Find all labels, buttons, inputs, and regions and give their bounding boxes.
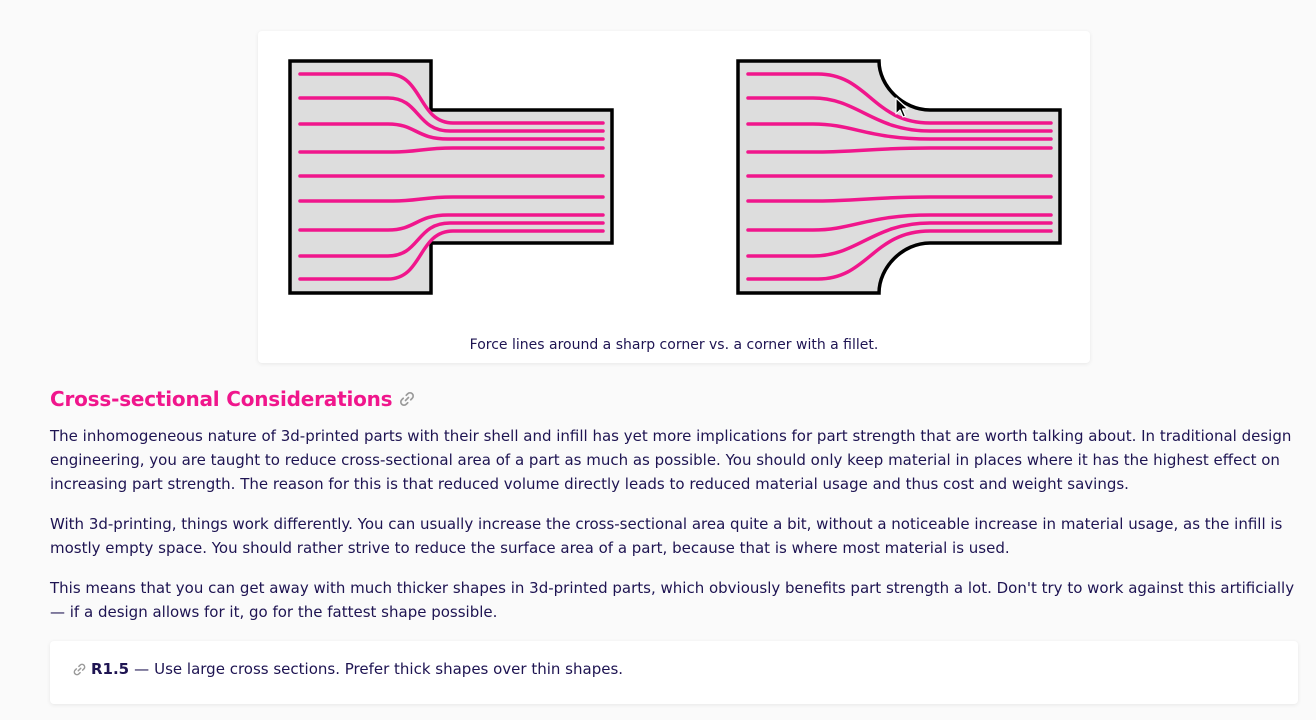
section-title: Cross-sectional Considerations [50, 387, 393, 411]
figure-card [258, 31, 1090, 363]
rule-card [50, 641, 1298, 704]
paragraph-1: The inhomogeneous nature of 3d-printed parts with their shell and infill has yet more implications for part strength that are worth talking about. In traditional design engineering, you are taught to reduce cross-sectional area of a part as much as possible. You should only keep material in places where it has the highest effect on increasing part strength. The reason for this is that reduced volume directly leads to reduced material usage and thus cost and weight savings. [50, 427, 1292, 493]
paragraph-2: With 3d-printing, things work differently. You can usually increase the cross-sectional area quite a bit, without a noticeable increase in material usage, as the infill is mostly empty space. You should rather strive to reduce the surface area of a part, because that is where most material is used. [50, 515, 1283, 557]
filleted-corner-diagram [738, 61, 1060, 293]
rule-text: Use large cross sections. Prefer thick shapes over thin shapes. [154, 660, 624, 678]
figure-caption: Force lines around a sharp corner vs. a corner with a fillet. [469, 337, 879, 353]
mouse-cursor-icon [895, 97, 909, 119]
section-heading [50, 385, 416, 413]
rule-separator: — [134, 660, 150, 678]
rule-id: R1.5 [91, 660, 130, 678]
rule-line [72, 660, 623, 678]
rule-link-icon[interactable] [72, 662, 87, 677]
link-icon[interactable] [398, 390, 416, 408]
force-lines-figure [258, 31, 1090, 321]
paragraph-3: This means that you can get away with much thicker shapes in 3d-printed parts, which obviously benefits part strength a lot. Don't try to work against this artificially — if a design allows for it, go for the fattest shape possible. [50, 579, 1295, 621]
sharp-corner-diagram [290, 61, 612, 293]
